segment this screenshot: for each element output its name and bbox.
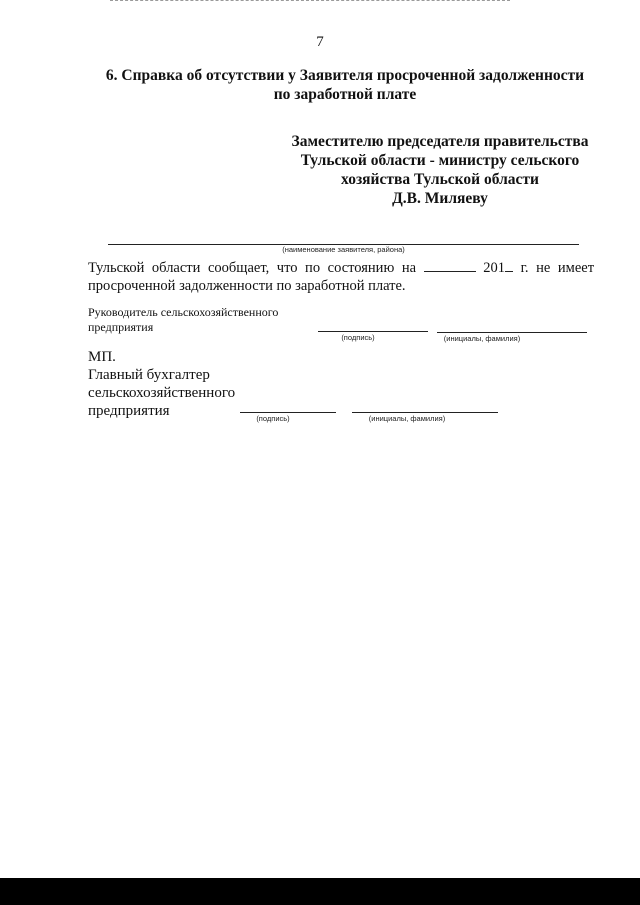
scan-edge-top bbox=[110, 0, 510, 4]
year-prefix: 201 bbox=[483, 260, 505, 276]
addressee-block bbox=[270, 132, 610, 208]
body-part-2: г. не имеет bbox=[520, 260, 595, 276]
accountant-label bbox=[88, 366, 235, 420]
scan-edge-bottom bbox=[0, 878, 640, 905]
body-text bbox=[88, 259, 594, 295]
date-blank[interactable] bbox=[424, 259, 476, 272]
director-label bbox=[88, 305, 278, 335]
body-part-1: Тульской области сообщает, что по состоянию на bbox=[88, 260, 417, 276]
accountant-label-line-3: предприятия bbox=[88, 403, 170, 419]
addressee-line-2: Тульской области - министру сельского bbox=[300, 152, 580, 169]
accountant-name-caption: (инициалы, фамилия) bbox=[368, 414, 446, 423]
accountant-signature-line[interactable] bbox=[240, 412, 336, 413]
body-line-2: просроченной задолженности по заработной плате. bbox=[88, 278, 406, 294]
document-title bbox=[70, 66, 620, 104]
addressee-line-3: хозяйства Тульской области bbox=[341, 171, 539, 188]
accountant-signature-caption: (подпись) bbox=[256, 414, 290, 423]
addressee-line-1: Заместителю председателя правительства bbox=[291, 133, 589, 150]
title-line-2: по заработной плате bbox=[273, 86, 417, 103]
director-label-line-1: Руководитель сельскохозяйственного bbox=[88, 305, 279, 319]
stamp-label: МП. bbox=[88, 349, 116, 365]
addressee-line-4: Д.В. Миляеву bbox=[392, 190, 488, 207]
director-signature-caption: (подпись) bbox=[341, 333, 375, 342]
director-name-caption: (инициалы, фамилия) bbox=[443, 334, 521, 343]
accountant-label-line-2: сельскохозяйственного bbox=[88, 385, 236, 401]
accountant-name-line[interactable] bbox=[352, 412, 498, 413]
director-name-line[interactable] bbox=[437, 332, 587, 333]
applicant-caption: (наименование заявителя, района) bbox=[282, 245, 405, 254]
accountant-label-line-1: Главный бухгалтер bbox=[88, 367, 210, 383]
year-blank[interactable] bbox=[505, 259, 513, 272]
page-number: 7 bbox=[316, 34, 324, 50]
director-signature-line[interactable] bbox=[318, 331, 428, 332]
body-line-1 bbox=[88, 259, 594, 277]
title-line-1: 6. Справка об отсутствии у Заявителя просроченной задолженности bbox=[105, 67, 585, 84]
director-label-line-2: предприятия bbox=[88, 320, 154, 334]
